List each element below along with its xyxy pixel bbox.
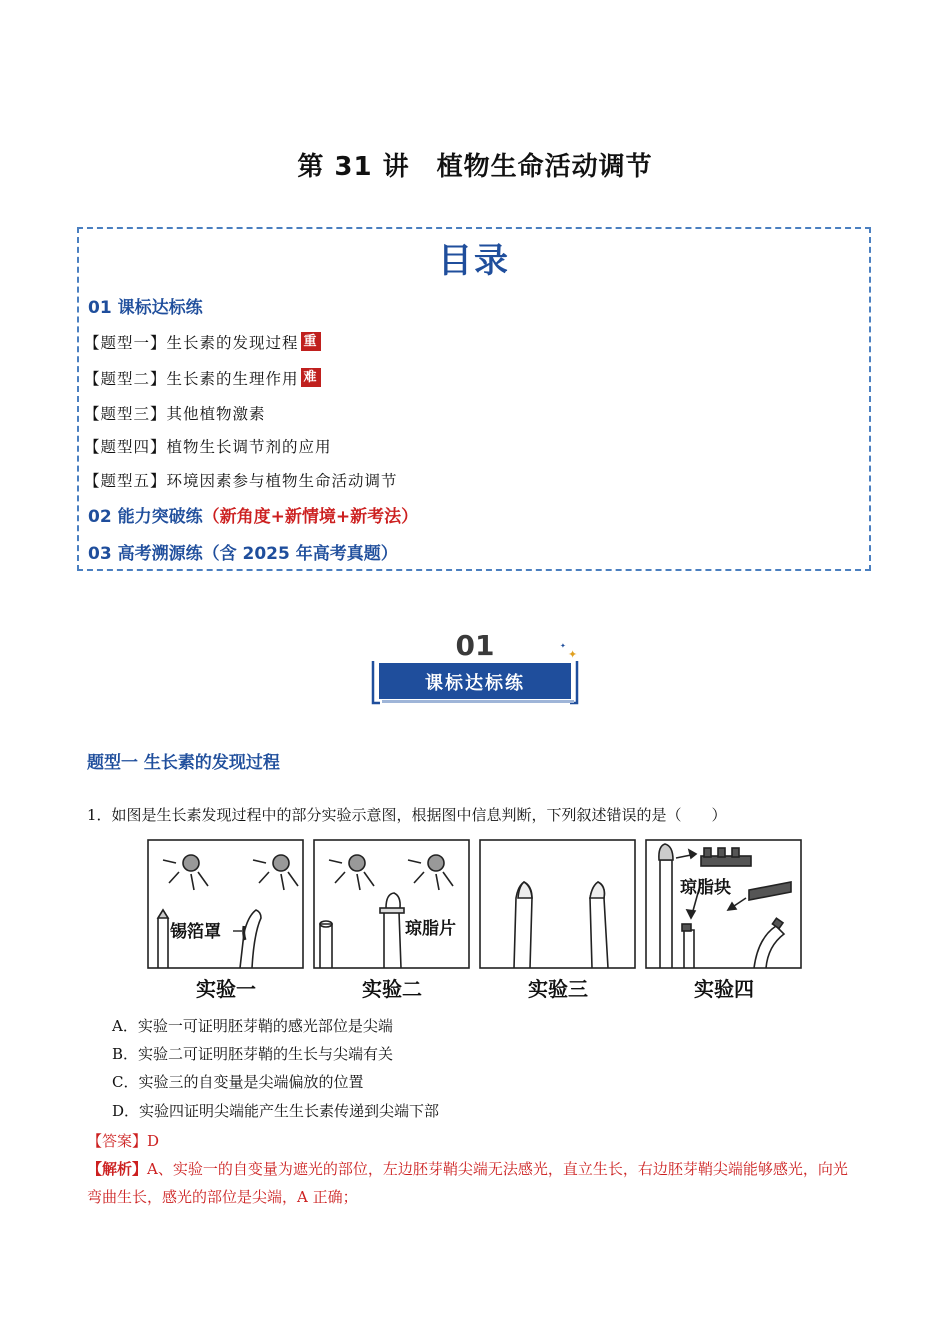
banner-label: 课标达标练 [425,673,525,694]
agar-block-label: 琼脂块 [680,878,731,898]
banner-number: 01 [455,629,495,662]
answer: 【答案】D [87,1132,160,1150]
coleoptile-tip-source [660,860,672,968]
panel-3-frame [480,840,635,968]
analysis-label: 【解析】 [87,1160,148,1178]
sun-icon [408,855,453,890]
experiment-figure [146,838,806,1006]
toc-section-1[interactable]: 01 课标达标练 [88,298,203,318]
toc-heading: 目录 [438,241,510,281]
coleoptile-agar-sheet [384,912,401,968]
toc-section-2-subtitle: （新角度+新情境+新考法） [202,507,419,527]
toc-item-1[interactable] [84,331,321,353]
coleoptile-bent [754,926,784,968]
sun-icon [329,855,374,890]
toc-section-2[interactable] [88,502,418,527]
sparkle-icon: ✦ [568,648,578,661]
option-a[interactable]: A．实验一可证明胚芽鞘的感光部位是尖端 [112,1017,393,1035]
table-of-contents [77,227,871,571]
toc-item-4[interactable]: 【题型四】植物生长调节剂的应用 [84,438,332,456]
page-title: 第 31 讲 植物生命活动调节 [297,152,653,182]
toc-item-2[interactable] [84,367,321,389]
agar-block-icon [749,882,791,900]
coleoptile-decapitated [320,924,332,968]
foil-label: 锡箔罩 [170,922,221,942]
panel-1-caption: 实验一 [196,977,256,1001]
key-tag: 重 [301,332,321,351]
toc-item-5[interactable]: 【题型五】环境因素参与植物生命活动调节 [84,472,398,490]
sun-icon [163,855,208,890]
analysis [87,1155,862,1211]
toc-item-label: 【题型一】生长素的发现过程 [84,334,299,352]
panel-2-caption: 实验二 [362,977,422,1001]
sparkle-icon: ✦ [560,642,566,650]
panel-2-frame [314,840,469,968]
question-text: 1．如图是生长素发现过程中的部分实验示意图，根据图中信息判断，下列叙述错误的是（ ） [87,806,727,824]
section-banner [370,628,580,708]
analysis-text: A、实验一的自变量为遮光的部位，左边胚芽鞘尖端无法感光，直立生长，右边胚芽鞘尖端能够感光，向光弯曲生长，感光的部位是尖端，A 正确； [87,1160,848,1206]
toc-section-3[interactable]: 03 高考溯源练（含 2025 年高考真题） [88,544,398,564]
toc-item-label: 【题型二】生长素的生理作用 [84,370,299,388]
sun-icon [253,855,298,890]
panel-4-caption: 实验四 [694,977,754,1001]
toc-item-3[interactable]: 【题型三】其他植物激素 [84,405,266,423]
question-type-heading: 题型一 生长素的发现过程 [87,753,280,773]
panel-3-caption: 实验三 [528,977,588,1001]
toc-section-2-label: 02 能力突破练 [88,507,203,527]
coleoptile-decapitated [684,930,694,968]
option-b[interactable]: B．实验二可证明胚芽鞘的生长与尖端有关 [112,1045,394,1063]
difficult-tag: 难 [301,368,321,387]
option-c[interactable]: C．实验三的自变量是尖端偏放的位置 [112,1073,364,1091]
agar-sheet-label: 琼脂片 [405,919,456,939]
option-d[interactable]: D．实验四证明尖端能产生生长素传递到尖端下部 [112,1102,440,1120]
